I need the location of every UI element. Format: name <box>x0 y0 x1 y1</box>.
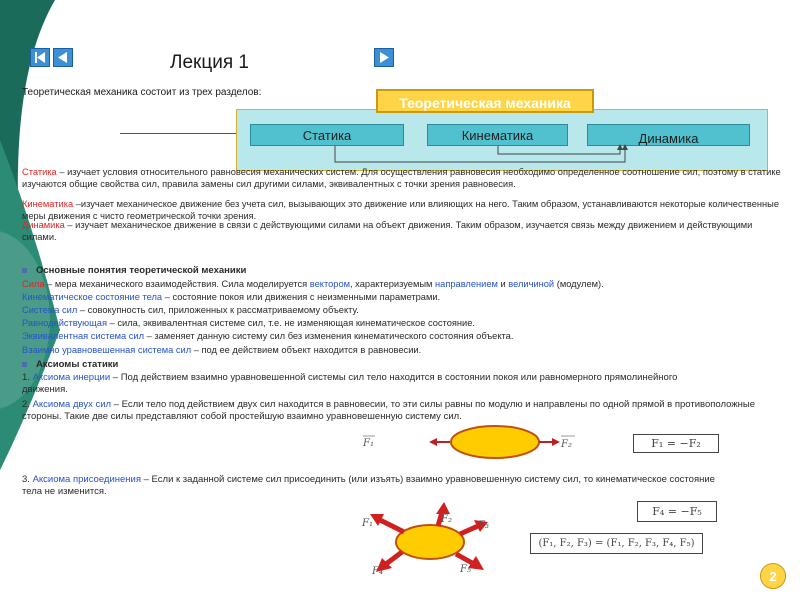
formula-two-forces: F₁ = −F₂ <box>633 434 719 453</box>
bullet-icon <box>22 362 27 367</box>
concept-resultant: Равнодействующая – сила, эквивалентная системе сил, т.е. не изменяющая кинематическое состояние. <box>22 318 475 328</box>
force-label-f2: F₂ <box>441 514 452 525</box>
diagram-title: Теоретическая механика <box>376 89 594 113</box>
definition-dynamics: Динамика – изучает механическое движение в связи с действующими силами на объект движения. Таким образом, изучается связь между движением и действующими силами. <box>22 220 753 242</box>
concept-equivalent-system: Эквивалентная система сил – заменяет данную систему сил без изменения кинематического состояния объекта. <box>22 331 514 341</box>
two-force-figure <box>355 425 595 461</box>
axioms-heading: Аксиомы статики <box>22 359 118 370</box>
axiom-1: 1. Аксиома инерции – Под действием взаимно уравновешенной системы сил тело находится в состоянии покоя или равномерного прямолинейного движения. <box>22 372 678 395</box>
concept-balanced-system: Взаимно уравновешенная система сил – под ее действием объект находится в равновесии. <box>22 345 422 355</box>
section-kinematics: Кинематика <box>427 124 568 146</box>
concept-force-system: Система сил – совокупность сил, приложенных к рассматриваемому объекту. <box>22 305 359 315</box>
force-label-f1: F₁ <box>362 518 373 529</box>
play-forward-icon <box>375 49 393 66</box>
first-slide-button[interactable] <box>30 48 50 67</box>
concepts-heading: Основные понятия теоретической механики <box>22 265 246 276</box>
concept-force: Сила – мера механического взаимодействия. Сила моделируется вектором, характеризуемым направлением и величиной (модулем). <box>22 279 604 289</box>
concept-kinematic-state: Кинематическое состояние тела – состояние покоя или движения с неизменными параметрами. <box>22 292 441 302</box>
axiom-3: 3. Аксиома присоединения – Если к заданной системе сил присоединить (или изъять) взаимно уравновешенную систему сил, то кинематическое состояние тела не изменится. <box>22 474 715 497</box>
next-slide-button[interactable] <box>374 48 394 67</box>
diagram-arrows <box>320 140 660 168</box>
previous-slide-button[interactable] <box>53 48 73 67</box>
page-title: Лекция 1 <box>170 52 249 73</box>
axiom-2: 2. Аксиома двух сил – Если тело под действием двух сил находится в равновесии, то эти силы равны по модулю и направлены по одной прямой в противоположные стороны. Такие две силы представляют собой простейшую взаимно уравновешенную систему сил. <box>22 399 756 422</box>
page-number-badge: 2 <box>760 563 786 589</box>
definition-kinematics: Кинематика –изучает механическое движение без учета сил, вызывающих это движение или влияющих на него. Таким образом, устанавливаются некоторые количественные меры движения с чисто геометрической точки зрения. <box>22 199 779 221</box>
force-label-f4: F₄ <box>372 566 383 577</box>
force-label-f1: F₁ <box>363 438 374 449</box>
connector-line <box>120 133 236 134</box>
definition-statics: Статика – изучает условия относительного равновесия механических систем. Для осуществления равновесия необходимо определенное соотношение сил, поэтому в статике изучаются общие свойства сил, правила замены сил другими силами, эквивалентных с точки зрения равновесия. <box>22 167 781 189</box>
section-statics: Статика <box>250 124 404 146</box>
force-label-f2: F₂ <box>561 439 572 450</box>
section-dynamics: Динамика <box>587 124 750 146</box>
play-back-icon <box>54 49 72 66</box>
intro-text: Теоретическая механика состоит из трех разделов: <box>22 87 262 98</box>
formula-f4-f5: F₄ = −F₅ <box>637 501 717 522</box>
multi-force-figure <box>350 500 510 580</box>
bullet-icon <box>22 268 27 273</box>
formula-system-equivalence: (F₁, F₂, F₃) = (F₁, F₂, F₃, F₄, F₅) <box>530 533 703 554</box>
force-label-f5: F₅ <box>460 564 471 575</box>
skip-back-icon <box>31 49 49 66</box>
force-label-f3: F₃ <box>478 520 489 531</box>
